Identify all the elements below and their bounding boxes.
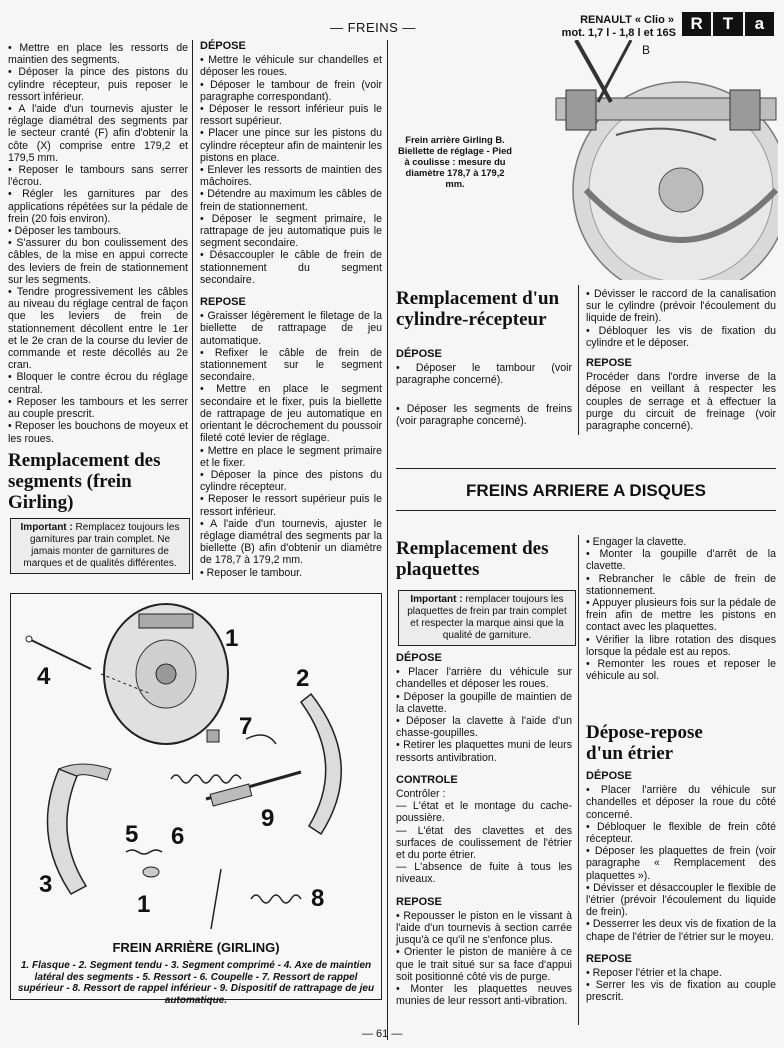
list-item: • Placer l'arrière du véhicule sur chandelles et déposer les roues. [396, 666, 572, 691]
callout-3: 3 [39, 871, 53, 898]
list-item: • Reposer l'étrier et la chape. [586, 967, 722, 980]
list-item: • Déposer les tambours. [8, 225, 122, 238]
list-item: • Déposer le tambour (voir paragraphe concerné). [396, 362, 572, 387]
list-item: • Déposer les plaquettes de frein (voir paragraphe « Remplacement des plaquettes »). [586, 845, 776, 882]
list-item: • Monter les plaquettes neuves munies de leur ressort anti-vibration. [396, 983, 572, 1008]
list-item: — L'état des clavettes et des surfaces de coulissement de l'étrier et du porte étrier. [396, 824, 572, 862]
list-item: • Bloquer le contre écrou du réglage central. [8, 371, 188, 396]
callout-6: 6 [171, 823, 185, 850]
list-item: • Reposer le tambour. [200, 566, 303, 579]
controle-heading: CONTROLE [396, 773, 458, 786]
important-label: Important : [410, 594, 463, 605]
list-item: • Détendre au maximum les câbles de frein de stationnement. [200, 188, 382, 213]
depose-heading: DÉPOSE [200, 40, 246, 52]
important-box-plaquettes [398, 590, 576, 646]
list-item: • Placer l'arrière du véhicule sur chandelles et déposer la roue du côté concerné. [586, 784, 776, 821]
list-item: • Retirer les plaquettes muni de leurs ressorts antivibration. [396, 739, 572, 764]
exploded-drawing [11, 594, 381, 934]
repose-heading: REPOSE [396, 895, 442, 908]
list-item: • Déposer la pince des pistons du cylindre récepteur. [200, 468, 382, 494]
list-item: • Refixer le câble de frein de stationnement sur le segment secondaire. [200, 346, 382, 384]
disc-section-title: FREINS ARRIERE A DISQUES [466, 481, 706, 500]
figure-title: FREIN ARRIÈRE (GIRLING) [112, 940, 280, 955]
important-box [10, 518, 190, 574]
list-item: • Déposer le ressort inférieur puis le ressort supérieur. [200, 103, 382, 128]
list-item: • Desserrer les deux vis de fixation de la chape de l'étrier de l'étrier sur le moyeu. [586, 918, 776, 943]
list-item: • Orienter le piston de manière à ce que le trait situé sur sa face d'appui soit positionné côté vis de purge. [396, 946, 572, 983]
running-head: — FREINS — [330, 20, 416, 35]
list-item: • Mettre en place les ressorts de maintien des segments. [8, 42, 188, 67]
col1-text [8, 42, 188, 445]
section-title-cylindre: Remplacement d'un cylindre-récepteur [396, 288, 560, 330]
list-item: • Placer une pince sur les pistons du cylindre récepteur afin de maintenir les pistons en place. [200, 127, 382, 164]
photo-label-b: B [642, 43, 651, 57]
list-item: • Appuyer plusieurs fois sur la pédale de frein afin de mettre les pistons en contact avec les plaquettes. [586, 597, 776, 634]
list-item: • Régler les garnitures par des applications répétées sur la pédale de frein (20 fois environ). [8, 188, 188, 225]
repose-heading: REPOSE [586, 357, 632, 370]
list-item: — L'absence de fuite à tous les niveaux. [396, 861, 572, 886]
list-item: • Remonter les roues et reposer le véhicule au sol. [586, 658, 776, 683]
depose-heading: DÉPOSE [396, 348, 442, 360]
callout-8: 8 [311, 885, 325, 912]
list-item: • Reposer les tambours et les serrer au couple prescrit. [8, 395, 188, 421]
col4-etrier-text [586, 770, 776, 1004]
list-item: • Dévisser et désaccoupler le flexible de l'étrier (prévoir l'écoulement du liquide de frein). [586, 881, 776, 919]
callout-5: 5 [125, 821, 139, 848]
list-item: • Dévisser le raccord de la canalisation sur le cylindre (prévoir l'écoulement du liquide de frein). [586, 288, 776, 325]
photo-caption: Frein arrière Girling B. Biellette de réglage - Pied à coulisse : mesure du diamètre 178,7 à 179,2 mm. [397, 134, 513, 189]
repose-text: Procéder dans l'ordre inverse de la dépose en veillant à respecter les couples de serrage et à effectuer la purge du circuit de freinage (voir paragraphe concerné). [586, 371, 776, 433]
repose-heading: REPOSE [200, 296, 246, 309]
section-title-etrier: Dépose-repose d'un étrier [586, 722, 703, 764]
list-item: • Déposer la pince des pistons du cylindre récepteur, puis reposer le ressort inférieur. [8, 66, 188, 103]
col4-text [586, 536, 776, 682]
list-item: • Déposer la clavette à l'aide d'un chasse-goupilles. [396, 715, 572, 740]
list-item: • Serrer les vis de fixation au couple prescrit. [586, 979, 776, 1004]
list-item: • Monter la goupille d'arrêt de la clavette. [586, 548, 776, 573]
list-item: • Mettre en place le segment primaire et le fixer. [200, 444, 382, 469]
important-text: remplacer toujours les plaquettes de frein par train complet et respecter la marque ainsi que la qualité de garniture. [407, 594, 567, 641]
list-item: • Graisser légèrement le filetage de la biellette de rattrapage de jeu automatique. [200, 310, 382, 347]
list-item: • Vérifier la libre rotation des disques lorsque la pédale est au repos. [586, 633, 776, 658]
list-item: • Reposer les bouchons de moyeux et les roues. [8, 420, 188, 445]
callout-1: 1 [225, 625, 239, 652]
repose-heading: REPOSE [586, 952, 632, 965]
important-text: Remplacez toujours les garnitures par train complet. Ne jamais monter de garnitures de marques et de qualités différentes. [23, 522, 180, 569]
list-item: • S'assurer du bon coulissement des câbles, de la mise en appui correcte des leviers de frein de stationnement sur les segments. [8, 237, 188, 286]
list-item: • A l'aide d'un tournevis ajuster le réglage diamétral des segments par le secteur cranté (F) afin d'obtenir la côte (X) comprise entre 179,2 et 179,5 mm. [8, 103, 188, 164]
brake-photo [516, 40, 778, 280]
plaq-text [396, 652, 572, 1007]
list-item: • Repousser le piston en le vissant à l'aide d'un tournevis à section carrée jusqu'à ce qu'il ne s'enfonce plus. [396, 909, 572, 947]
list-item: • Débloquer les vis de fixation du cylindre et le déposer. [586, 324, 776, 349]
list-item: • Reposer le tambours sans serrer l'écrou. [8, 164, 188, 189]
callout-9: 9 [261, 805, 275, 832]
brand-line2: mot. 1,7 l - 1,8 l et 16S [561, 27, 676, 39]
callout-1b: 1 [137, 891, 151, 918]
list-item: • Déposer le tambour de frein (voir paragraphe correspondant). [200, 78, 382, 103]
callout-4: 4 [37, 663, 51, 690]
section-title-plaquettes: Remplacement des plaquettes [396, 538, 549, 580]
list-item: • Engager la clavette. [586, 536, 687, 548]
depose-heading: DÉPOSE [396, 652, 442, 664]
list-item: • Mettre en place le segment secondaire et le fixer, puis la biellette de rattrapage de jeu automatique en orientant le décrochement du poussoir fileté coté levier de réglage. [200, 383, 382, 445]
list-item: • Tendre progressivement les câbles au niveau du réglage central de façon que les leviers de frein de stationnement décollent entre le 1er et le 2e cran de la course du levier de commande et reste décollés au 2e cran. [8, 286, 188, 372]
page-number: — 61 — [362, 1028, 403, 1040]
list-item: • Reposer le ressort supérieur puis le ressort inférieur. [200, 493, 382, 518]
list-item: • Désaccoupler le câble de frein de stationnement du segment secondaire. [200, 249, 382, 286]
list-item: • Déposer le segment primaire, le rattrapage de jeu automatique puis le segment secondaire. [200, 212, 382, 250]
cyl-left [396, 348, 572, 427]
cyl-right [586, 288, 776, 432]
list-item: • Déposer la goupille de maintien de la clavette. [396, 690, 572, 715]
list-item: — L'état et le montage du cache-poussière. [396, 800, 572, 825]
figure-legend: 1. Flasque - 2. Segment tendu - 3. Segment comprimé - 4. Axe de maintien latéral des segments - 5. Ressort - 6. Coupelle - 7. Ressort de rappel supérieur - 8. Ressort de rappel inférieur - 9. Dispositif de rattrapage de jeu automatique. [17, 960, 375, 1006]
list-item: • A l'aide d'un tournevis, ajuster le réglage diamétral des segments par la biellette (B) afin d'obtenir un diamètre de 178,7 à 179,2 mm. [200, 517, 382, 567]
list-item: • Rebrancher le câble de frein de stationnement. [586, 572, 776, 597]
exploded-figure [10, 593, 382, 1006]
brand-line1: RENAULT « Clio » [580, 14, 674, 26]
callout-7: 7 [239, 713, 253, 740]
col2-text [200, 40, 382, 579]
callout-2: 2 [296, 665, 310, 692]
list-item: • Mettre le véhicule sur chandelles et déposer les roues. [200, 54, 382, 79]
list-item: • Déposer les segments de freins (voir paragraphe concerné). [396, 402, 572, 427]
list-item: • Débloquer le flexible de frein côté récepteur. [586, 820, 776, 846]
depose-heading: DÉPOSE [586, 770, 632, 782]
rta-logo: R T a [682, 12, 774, 36]
list-item: • Enlever les ressorts de maintien des mâchoires. [200, 164, 382, 189]
important-label: Important : [20, 522, 73, 533]
section-title-segments: Remplacement des segments (frein Girling) [8, 450, 161, 513]
list-item: Contrôler : [396, 788, 446, 801]
